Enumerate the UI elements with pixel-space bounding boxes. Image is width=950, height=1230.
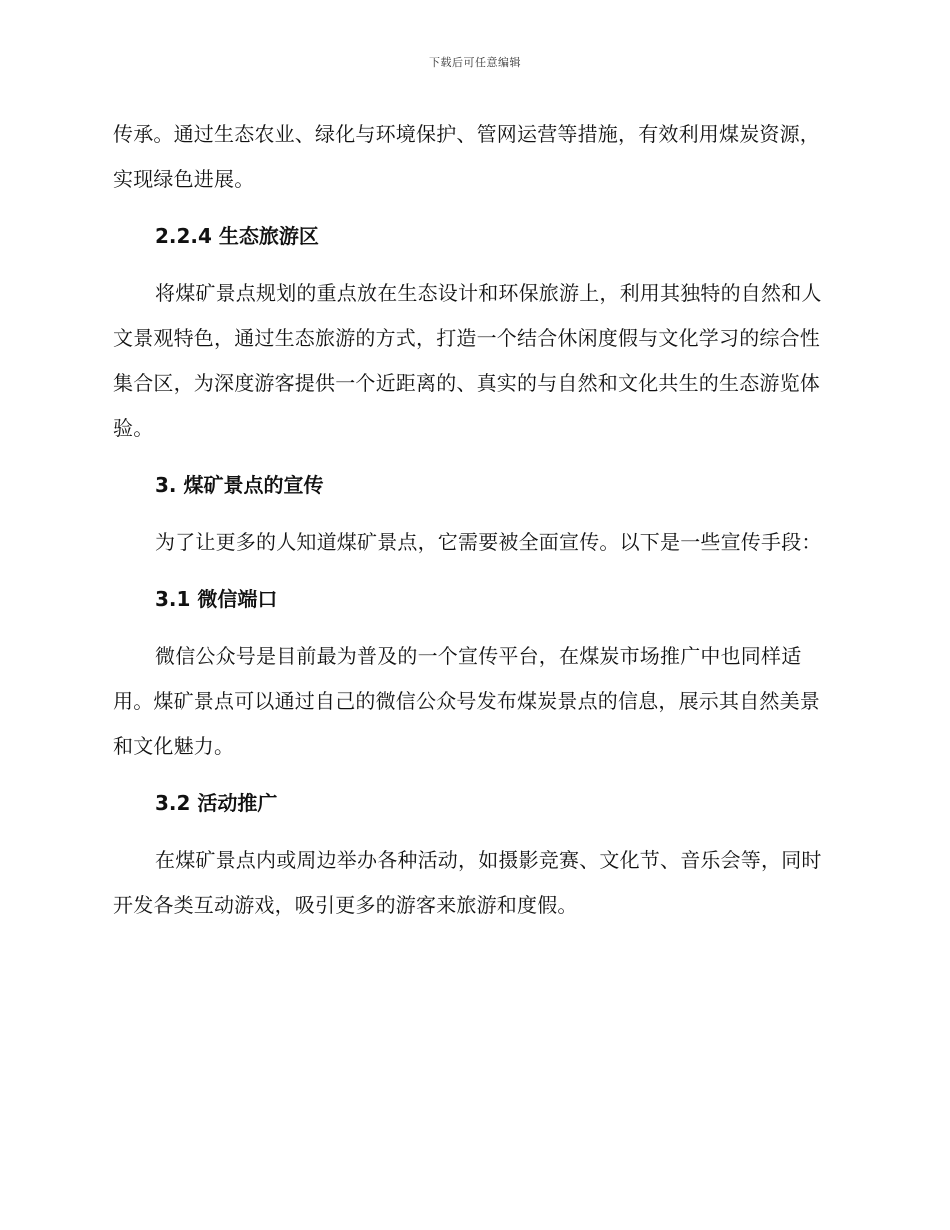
paragraph-continuation: 传承。通过生态农业、绿化与环境保护、管网运营等措施，有效利用煤炭资源，实现绿色进展。 [113, 122, 820, 191]
paragraph-events: 在煤矿景点内或周边举办各种活动，如摄影竞赛、文化节、音乐会等，同时开发各类互动游戏，吸引更多的游客来旅游和度假。 [113, 848, 822, 917]
section-heading-promotion: 3. 煤矿景点的宣传 [155, 473, 324, 497]
page-header: 下载后可任意编辑 [429, 56, 521, 69]
section-heading-eco-tourism: 2.2.4 生态旅游区 [155, 224, 319, 248]
paragraph-wechat: 微信公众号是目前最为普及的一个宣传平台，在煤炭市场推广中也同样适用。煤矿景点可以通过自己的微信公众号发布煤炭景点的信息，展示其自然美景和文化魅力。 [113, 644, 820, 758]
paragraph-promotion: 为了让更多的人知道煤矿景点，它需要被全面宣传。以下是一些宣传手段： [155, 530, 822, 554]
paragraph-eco-tourism: 将煤矿景点规划的重点放在生态设计和环保旅游上，利用其独特的自然和人文景观特色，通过生态旅游的方式，打造一个结合休闲度假与文化学习的综合性集合区，为深度游客提供一个近距离的、真实的与自然和文化共生的生态游览体验。 [113, 281, 822, 440]
section-heading-wechat: 3.1 微信端口 [155, 587, 278, 611]
document-body [113, 112, 833, 928]
section-heading-events: 3.2 活动推广 [155, 791, 278, 815]
